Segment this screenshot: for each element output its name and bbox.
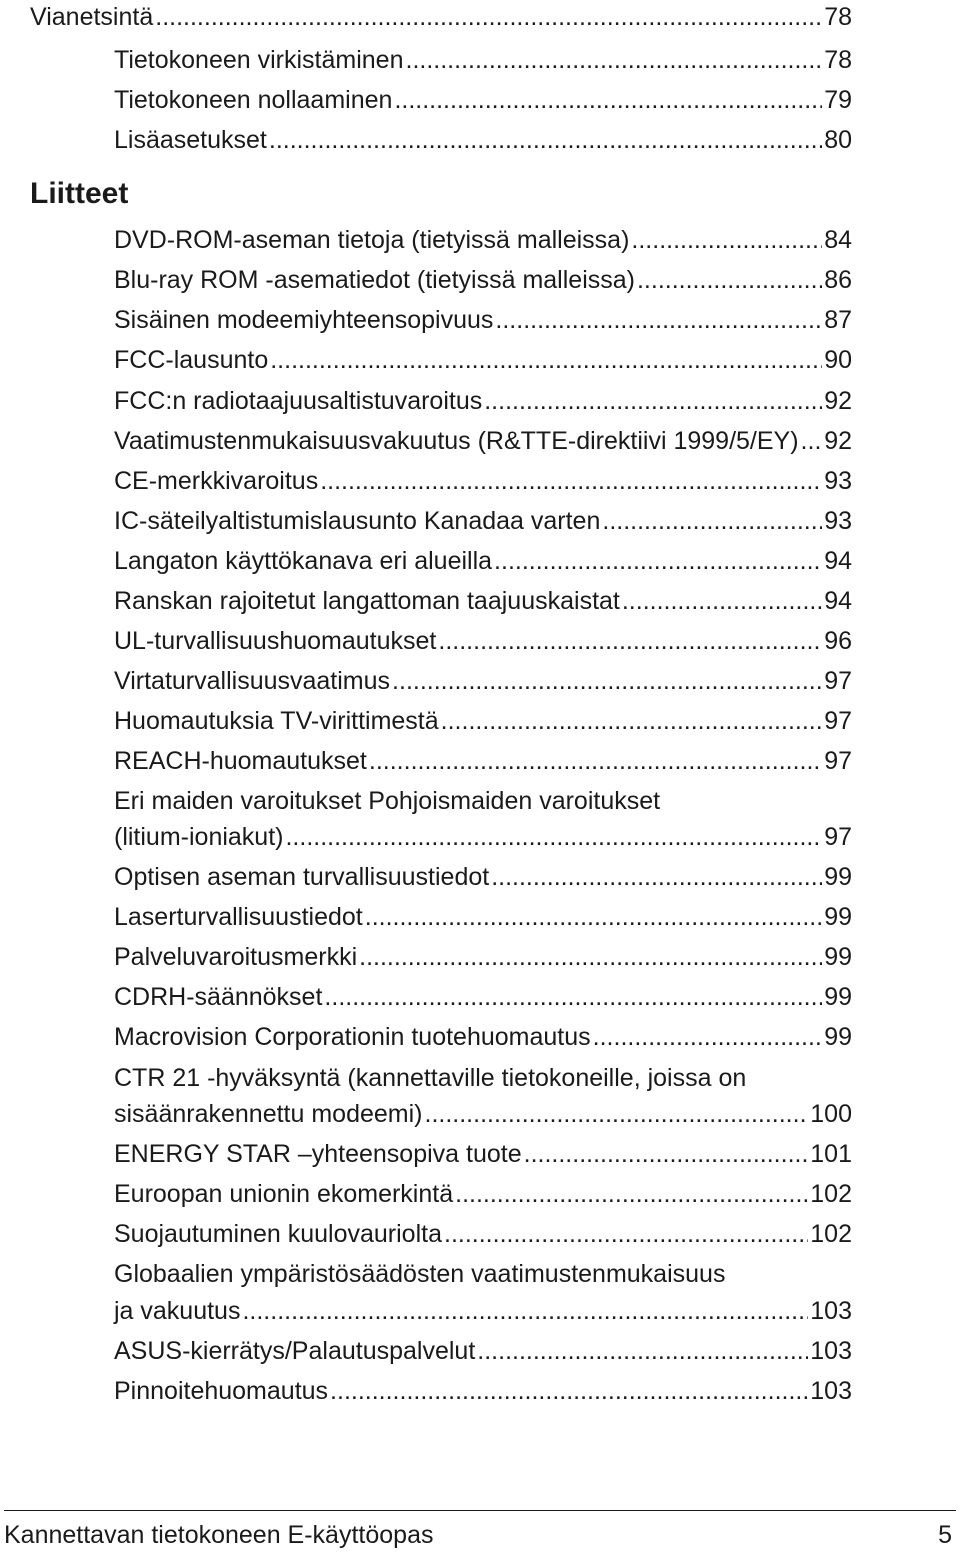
footer-page-number: 5 <box>938 1521 952 1549</box>
toc-entry-page: 92 <box>824 387 852 415</box>
toc-entry-page: 94 <box>824 587 852 615</box>
toc-entry[interactable] <box>114 466 852 496</box>
dot-leader <box>324 982 822 1012</box>
toc-entry[interactable] <box>114 706 852 736</box>
toc-entry-line1[interactable]: CTR 21 -hyväksyntä (kannettaville tietokoneille, joissa on <box>114 1064 747 1092</box>
toc-entry-title: ja vakuutus <box>114 1297 241 1325</box>
dot-leader <box>602 506 822 536</box>
toc-entry-page: 99 <box>824 983 852 1011</box>
toc-entry[interactable] <box>114 586 852 616</box>
toc-entry-title: Tietokoneen virkistäminen <box>114 46 404 74</box>
toc-entry-title: Laserturvallisuustiedot <box>114 903 363 931</box>
toc-entry-title: Huomautuksia TV-virittimestä <box>114 707 439 735</box>
toc-entry[interactable] <box>114 546 852 576</box>
toc-entry-title: Palveluvaroitusmerkki <box>114 943 358 971</box>
toc-entry[interactable] <box>114 1376 852 1406</box>
toc-entry-page: 99 <box>824 1023 852 1051</box>
toc-entry[interactable] <box>114 1099 852 1129</box>
toc-entry-page: 99 <box>824 903 852 931</box>
toc-entry-page: 86 <box>824 266 852 294</box>
toc-entry[interactable] <box>114 45 852 75</box>
toc-entry-title: sisäänrakennettu modeemi) <box>114 1100 423 1128</box>
toc-entry-line1[interactable]: Eri maiden varoitukset Pohjoismaiden varoitukset <box>114 787 661 815</box>
toc-entry-page: 94 <box>824 547 852 575</box>
toc-entry[interactable] <box>114 746 852 776</box>
toc-entry-title: Lisäasetukset <box>114 126 267 154</box>
footer-title: Kannettavan tietokoneen E-käyttöopas <box>4 1521 434 1549</box>
toc-entry-title: ENERGY STAR –yhteensopiva tuote <box>114 1140 522 1168</box>
toc-entry-title: Macrovision Corporationin tuotehuomautus <box>114 1023 591 1051</box>
dot-leader <box>593 1022 823 1052</box>
toc-entry[interactable] <box>114 506 852 536</box>
toc-entry-title: ASUS-kierrätys/Palautuspalvelut <box>114 1337 476 1365</box>
toc-entry-title: CE-merkkivaroitus <box>114 467 319 495</box>
toc-entry-page: 97 <box>824 707 852 735</box>
toc-entry-page: 87 <box>824 306 852 334</box>
toc-entry[interactable] <box>114 426 852 456</box>
toc-entry-page: 92 <box>824 427 852 455</box>
toc-entry-title: IC-säteilyaltistumislausunto Kanadaa varten <box>114 507 601 535</box>
dot-leader <box>637 265 822 295</box>
dot-leader <box>392 666 822 696</box>
toc-entry[interactable] <box>114 386 852 416</box>
toc-entry-page: 90 <box>824 346 852 374</box>
dot-leader <box>406 45 823 75</box>
toc-entry[interactable] <box>114 1296 852 1326</box>
dot-leader <box>359 942 822 972</box>
dot-leader <box>441 706 823 736</box>
toc-entry[interactable] <box>114 1219 852 1249</box>
toc-entry-page: 103 <box>810 1337 852 1365</box>
section-heading: Liitteet <box>30 177 129 210</box>
toc-entry-page: 100 <box>810 1100 852 1128</box>
dot-leader <box>455 1179 808 1209</box>
dot-leader <box>270 345 822 375</box>
toc-entry-page: 101 <box>810 1140 852 1168</box>
dot-leader <box>394 85 822 115</box>
toc-entry-page: 93 <box>824 507 852 535</box>
toc-entry-page: 78 <box>824 3 852 31</box>
toc-entry[interactable] <box>114 666 852 696</box>
dot-leader <box>631 225 822 255</box>
toc-entry[interactable] <box>114 1336 852 1366</box>
dot-leader <box>369 746 822 776</box>
toc-entry-title: Langaton käyttökanava eri alueilla <box>114 547 493 575</box>
dot-leader <box>425 1099 809 1129</box>
toc-entry-page: 97 <box>824 667 852 695</box>
dot-leader <box>495 305 822 335</box>
toc-entry-title: REACH-huomautukset <box>114 747 367 775</box>
toc-entry[interactable] <box>114 305 852 335</box>
toc-entry-title: Virtaturvallisuusvaatimus <box>114 667 391 695</box>
dot-leader <box>524 1139 809 1169</box>
toc-entry-title: DVD-ROM-aseman tietoja (tietyissä malleissa) <box>114 226 630 254</box>
toc-entry-page: 102 <box>810 1180 852 1208</box>
toc-entry[interactable] <box>114 225 852 255</box>
toc-entry-title: Vianetsintä <box>30 3 154 31</box>
toc-entry-page: 84 <box>824 226 852 254</box>
dot-leader <box>494 546 822 576</box>
toc-entry[interactable] <box>114 1139 852 1169</box>
toc-entry[interactable] <box>114 982 852 1012</box>
toc-entry-title: Euroopan unionin ekomerkintä <box>114 1180 454 1208</box>
toc-entry-page: 99 <box>824 863 852 891</box>
toc-entry-title: (litium-ioniakut) <box>114 823 284 851</box>
toc-entry-page: 97 <box>824 823 852 851</box>
toc-entry-page: 103 <box>810 1297 852 1325</box>
toc-entry[interactable] <box>114 862 852 892</box>
toc-entry-title: UL-turvallisuushuomautukset <box>114 627 437 655</box>
dot-leader <box>285 822 822 852</box>
toc-entry-title: Suojautuminen kuulovauriolta <box>114 1220 442 1248</box>
dot-leader <box>444 1219 808 1249</box>
footer-divider <box>4 1510 956 1511</box>
toc-entry-title: Blu-ray ROM -asematiedot (tietyissä malleissa) <box>114 266 635 294</box>
toc-entry-page: 93 <box>824 467 852 495</box>
toc-entry-title: FCC:n radiotaajuusaltistuvaroitus <box>114 387 483 415</box>
toc-entry[interactable] <box>114 125 852 155</box>
toc-entry-title: Pinnoitehuomautus <box>114 1377 329 1405</box>
toc-entry-page: 97 <box>824 747 852 775</box>
dot-leader <box>801 426 823 456</box>
dot-leader <box>477 1336 808 1366</box>
dot-leader <box>484 386 822 416</box>
dot-leader <box>365 902 822 932</box>
toc-entry-page: 78 <box>824 46 852 74</box>
toc-entry[interactable] <box>114 902 852 932</box>
toc-entry[interactable] <box>114 1179 852 1209</box>
dot-leader <box>155 2 822 32</box>
dot-leader <box>491 862 822 892</box>
toc-entry-page: 80 <box>824 126 852 154</box>
toc-entry-title: Optisen aseman turvallisuustiedot <box>114 863 490 891</box>
toc-entry-page: 103 <box>810 1377 852 1405</box>
dot-leader <box>438 626 822 656</box>
toc-entry[interactable] <box>114 626 852 656</box>
toc-entry[interactable] <box>114 345 852 375</box>
toc-entry-page: 96 <box>824 627 852 655</box>
toc-entry-title: Sisäinen modeemiyhteensopivuus <box>114 306 494 334</box>
toc-entry[interactable] <box>30 2 852 32</box>
toc-entry-title: CDRH-säännökset <box>114 983 323 1011</box>
toc-entry-page: 102 <box>810 1220 852 1248</box>
toc-entry-page: 79 <box>824 86 852 114</box>
dot-leader <box>330 1376 808 1406</box>
toc-entry-page: 99 <box>824 943 852 971</box>
dot-leader <box>242 1296 808 1326</box>
dot-leader <box>269 125 822 155</box>
toc-entry-title: Tietokoneen nollaaminen <box>114 86 393 114</box>
toc-entry-title: Ranskan rajoitetut langattoman taajuuskaistat <box>114 587 620 615</box>
toc-entry[interactable] <box>114 942 852 972</box>
toc-entry-title: Vaatimustenmukaisuusvakuutus (R&TTE-direktiivi 1999/5/EY) <box>114 427 799 455</box>
toc-entry[interactable] <box>114 822 852 852</box>
toc-entry-title: FCC-lausunto <box>114 346 269 374</box>
toc-entry[interactable] <box>114 265 852 295</box>
toc-entry[interactable] <box>114 85 852 115</box>
dot-leader <box>622 586 822 616</box>
dot-leader <box>320 466 822 496</box>
toc-entry[interactable] <box>114 1022 852 1052</box>
toc-entry-line1[interactable]: Globaalien ympäristösäädösten vaatimustenmukaisuus <box>114 1260 726 1288</box>
